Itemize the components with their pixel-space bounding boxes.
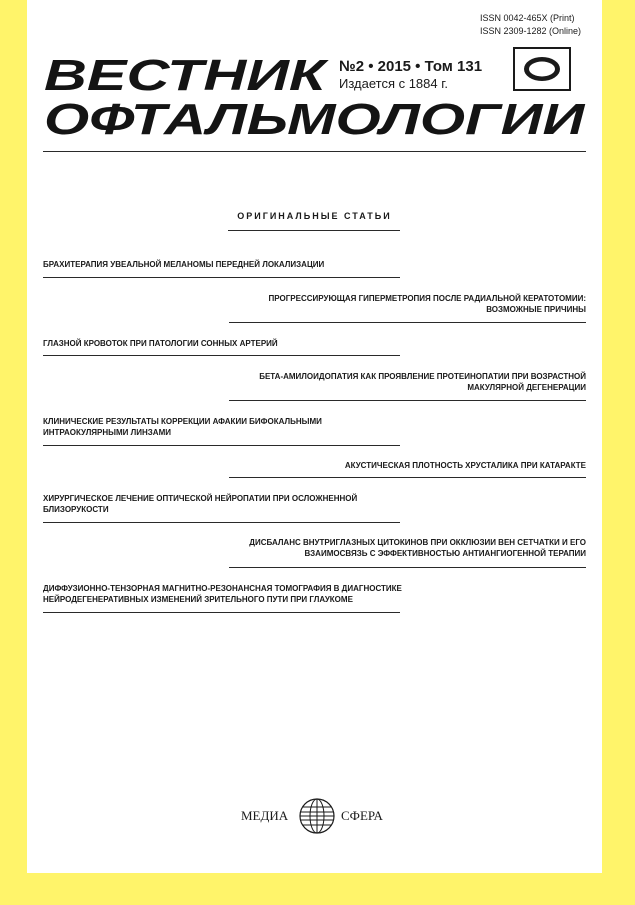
article-title-line: КЛИНИЧЕСКИЕ РЕЗУЛЬТАТЫ КОРРЕКЦИИ АФАКИИ БИФОКАЛЬНЫМИ [43,417,322,426]
published-since: Издается с 1884 г. [339,76,449,91]
issn-print: ISSN 0042-465X (Print) [480,13,575,23]
article-title-line: ДИСБАЛАНС ВНУТРИГЛАЗНЫХ ЦИТОКИНОВ ПРИ ОККЛЮЗИИ ВЕН СЕТЧАТКИ И ЕГО [249,538,586,547]
header-rule [43,151,586,152]
article-title [229,537,586,559]
publisher-name-right: СФЕРА [341,808,383,823]
article-title-line: ХИРУРГИЧЕСКОЕ ЛЕЧЕНИЕ ОПТИЧЕСКОЙ НЕЙРОПАТИИ ПРИ ОСЛОЖНЕННОЙ [43,494,358,503]
issn-online: ISSN 2309-1282 (Online) [480,26,582,36]
article-title-line: БЕТА-АМИЛОИДОПАТИЯ КАК ПРОЯВЛЕНИЕ ПРОТЕИНОПАТИИ ПРИ ВОЗРАСТНОЙ [259,372,586,381]
article-title [43,416,403,438]
article-title-line: НЕЙРОДЕГЕНЕРАТИВНЫХ ИЗМЕНЕНИЙ ЗРИТЕЛЬНОГО ПУТИ ПРИ ГЛАУКОМЕ [43,595,353,604]
journal-title-line1: ВЕСТНИК [44,51,326,100]
globe-icon [297,796,337,836]
journal-cover [27,0,602,873]
article-title [43,583,403,605]
article-title-line: БЛИЗОРУКОСТИ [43,505,109,514]
article-rule [229,567,586,568]
article-title [43,338,403,349]
article-title [229,371,586,393]
issue-info: №2 • 2015 • Том 131 [339,58,483,75]
article-title-line: ИНТРАОКУЛЯРНЫМИ ЛИНЗАМИ [43,428,171,437]
article-rule [43,445,400,446]
article-title [43,493,403,515]
article-title-line: ПРОГРЕССИРУЮЩАЯ ГИПЕРМЕТРОПИЯ ПОСЛЕ РАДИАЛЬНОЙ КЕРАТОТОМИИ: [268,294,586,303]
article-rule [229,477,586,478]
publisher-name-left: МЕДИА [241,808,289,823]
eye-icon [515,49,569,89]
article-title [229,293,586,315]
article-rule [229,322,586,323]
article-title-line: ВЗАИМОСВЯЗЬ С ЭФФЕКТИВНОСТЬЮ АНТИАНГИОГЕННОЙ ТЕРАПИИ [304,549,586,558]
section-title: ОРИГИНАЛЬНЫЕ СТАТЬИ [237,211,392,221]
article-title-line: АКУСТИЧЕСКАЯ ПЛОТНОСТЬ ХРУСТАЛИКА ПРИ КАТАРАКТЕ [344,461,586,470]
section-rule [228,230,400,231]
article-rule [43,277,400,278]
article-rule [229,400,586,401]
article-title-line: ВОЗМОЖНЫЕ ПРИЧИНЫ [486,305,586,314]
journal-title-line2: ОФТАЛЬМОЛОГИИ [44,95,585,144]
article-title-line: ГЛАЗНОЙ КРОВОТОК ПРИ ПАТОЛОГИИ СОННЫХ АРТЕРИЙ [43,339,278,348]
article-rule [43,612,400,613]
article-title-line: ДИФФУЗИОННО-ТЕНЗОРНАЯ МАГНИТНО-РЕЗОНАНСНАЯ ТОМОГРАФИЯ В ДИАГНОСТИКЕ [43,584,402,593]
journal-logo [513,47,571,91]
article-rule [43,522,400,523]
article-title [229,460,586,471]
article-title [43,259,403,270]
article-rule [43,355,400,356]
article-title-line: БРАХИТЕРАПИЯ УВЕАЛЬНОЙ МЕЛАНОМЫ ПЕРЕДНЕЙ ЛОКАЛИЗАЦИИ [43,260,325,269]
article-title-line: МАКУЛЯРНОЙ ДЕГЕНЕРАЦИИ [467,383,586,392]
